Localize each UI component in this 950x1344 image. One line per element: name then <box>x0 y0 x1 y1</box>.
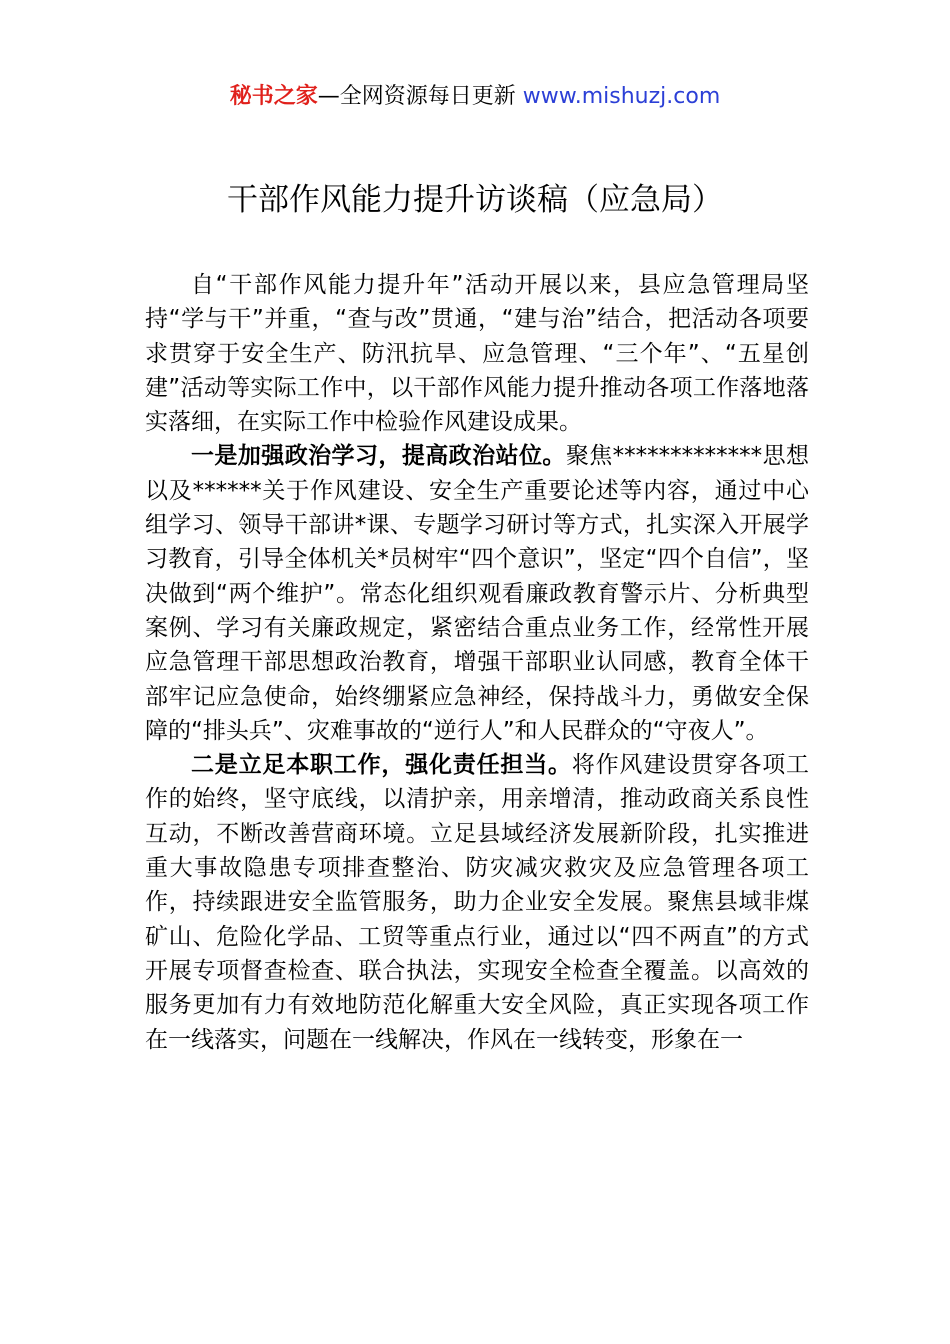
paragraph-intro <box>145 268 809 439</box>
paragraph-lead: 二是立足本职工作，强化责任担当。 <box>191 752 572 779</box>
paragraph-lead: 一是加强政治学习，提高政治站位。 <box>191 443 566 470</box>
site-banner <box>0 82 950 112</box>
banner-slogan: —全网资源每日更新 <box>317 84 516 109</box>
document-title: 干部作风能力提升访谈稿（应急局） <box>227 182 723 218</box>
paragraph-responsibility <box>145 748 809 1057</box>
brand-name: 秘书之家 <box>229 84 318 109</box>
paragraph-text: 自“干部作风能力提升年”活动开展以来，县应急管理局坚持“学与干”并重，“查与改”贯通，“建与治”结合，把活动各项要求贯穿于安全生产、防汛抗旱、应急管理、“三个年”、“五星创建”活动等实际工作中，以干部作风能力提升推动各项工作落地落实落细，在实际工作中检验作风建设成果。 <box>145 272 809 436</box>
paragraph-text: 将作风建设贯穿各项工作的始终，坚守底线，以清护亲，用亲增清，推动政商关系良性互动，不断改善营商环境。立足县域经济发展新阶段，扎实推进重大事故隐患专项排查整治、防灾减灾救灾及应急管理各项工作，持续跟进安全监管服务，助力企业安全发展。聚焦县域非煤矿山、危险化学品、工贸等重点行业，通过以“四不两直”的方式开展专项督查检查、联合执法，实现安全检查全覆盖。以高效的服务更加有力有效地防范化解重大安全风险，真正实现各项工作在一线落实，问题在一线解决，作风在一线转变，形象在一 <box>145 752 810 1053</box>
paragraph-political-study <box>145 439 809 748</box>
paragraph-text: 聚焦*************思想以及******关于作风建设、安全生产重要论述等内容，通过中心组学习、领导干部讲*课、专题学习研讨等方式，扎实深入开展学习教育，引导全体机关*员树牢“四个意识”，坚定“四个自信”，坚决做到“两个维护”。常态化组织观看廉政教育警示片、分析典型案例、学习有关廉政规定，紧密结合重点业务工作，经常性开展应急管理干部思想政治教育，增强干部职业认同感，教育全体干部牢记应急使命，始终绷紧应急神经，保持战斗力，勇做安全保障的“排头兵”、灾难事故的“逆行人”和人民群众的“守夜人”。 <box>145 443 810 744</box>
site-url-link[interactable]: www.mishuzj.com <box>522 84 721 109</box>
document-body <box>145 268 809 1057</box>
